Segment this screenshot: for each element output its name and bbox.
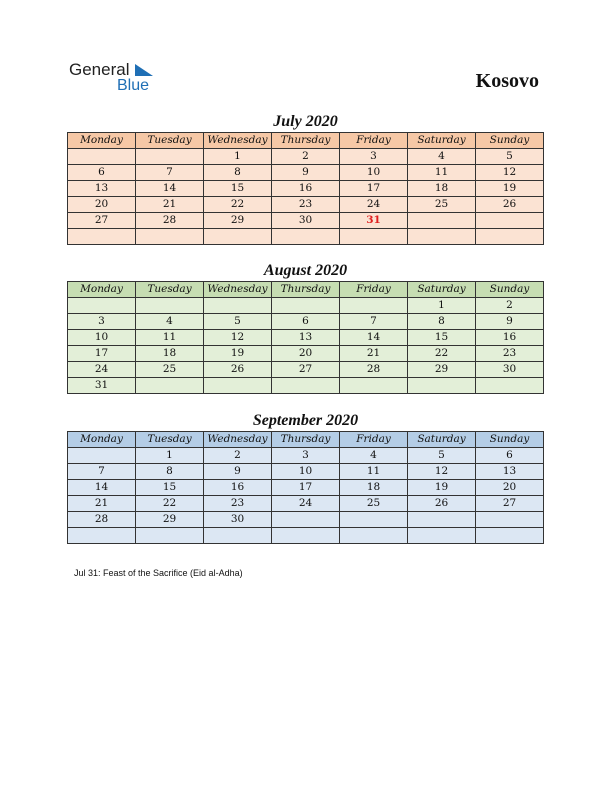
day-cell [68, 528, 136, 544]
day-cell: 2 [204, 448, 272, 464]
calendar-table [67, 132, 544, 245]
weekday-header: Thursday [272, 133, 340, 149]
weekday-header: Friday [340, 282, 408, 298]
day-cell: 1 [136, 448, 204, 464]
weekday-header-row [68, 432, 544, 448]
day-cell: 26 [204, 362, 272, 378]
day-cell: 29 [408, 362, 476, 378]
day-cell: 11 [136, 330, 204, 346]
day-cell [68, 149, 136, 165]
day-cell: 29 [204, 213, 272, 229]
weekday-header: Wednesday [204, 432, 272, 448]
week-row [68, 314, 544, 330]
weekday-header: Saturday [408, 282, 476, 298]
weekday-header: Friday [340, 133, 408, 149]
day-cell [204, 298, 272, 314]
weekday-header: Monday [68, 133, 136, 149]
day-cell: 22 [136, 496, 204, 512]
calendar-table [67, 431, 544, 544]
day-cell: 16 [272, 181, 340, 197]
day-cell: 4 [340, 448, 408, 464]
weekday-header: Wednesday [204, 282, 272, 298]
day-cell: 21 [136, 197, 204, 213]
day-cell [272, 528, 340, 544]
day-cell [136, 298, 204, 314]
day-cell: 18 [340, 480, 408, 496]
holiday-note: Jul 31: Feast of the Sacrifice (Eid al-Adha) [74, 568, 243, 578]
day-cell: 1 [408, 298, 476, 314]
day-cell: 10 [68, 330, 136, 346]
calendar-table [67, 281, 544, 394]
week-row [68, 197, 544, 213]
day-cell: 23 [204, 496, 272, 512]
day-cell: 25 [136, 362, 204, 378]
day-cell [340, 378, 408, 394]
day-cell: 26 [476, 197, 544, 213]
week-row [68, 448, 544, 464]
weekday-header: Sunday [476, 133, 544, 149]
day-cell [136, 229, 204, 245]
weekday-header: Saturday [408, 133, 476, 149]
week-row [68, 181, 544, 197]
day-cell: 12 [408, 464, 476, 480]
day-cell: 20 [476, 480, 544, 496]
day-cell: 7 [340, 314, 408, 330]
day-cell: 14 [136, 181, 204, 197]
day-cell: 27 [68, 213, 136, 229]
weekday-header: Tuesday [136, 432, 204, 448]
day-cell: 15 [136, 480, 204, 496]
day-cell [476, 512, 544, 528]
day-cell: 28 [68, 512, 136, 528]
day-cell [408, 378, 476, 394]
day-cell: 30 [476, 362, 544, 378]
day-cell: 5 [204, 314, 272, 330]
day-cell: 7 [68, 464, 136, 480]
week-row [68, 464, 544, 480]
day-cell: 22 [204, 197, 272, 213]
day-cell [476, 229, 544, 245]
day-cell: 19 [204, 346, 272, 362]
weekday-header-row [68, 133, 544, 149]
day-cell: 3 [340, 149, 408, 165]
day-cell [408, 229, 476, 245]
day-cell: 31 [68, 378, 136, 394]
day-cell: 20 [68, 197, 136, 213]
day-cell [408, 528, 476, 544]
day-cell: 30 [272, 213, 340, 229]
day-cell: 7 [136, 165, 204, 181]
week-row [68, 330, 544, 346]
day-cell: 8 [136, 464, 204, 480]
day-cell: 9 [272, 165, 340, 181]
day-cell: 3 [272, 448, 340, 464]
logo-general-text: General [69, 60, 130, 79]
country-name: Kosovo [475, 70, 539, 92]
weekday-header: Sunday [476, 282, 544, 298]
day-cell [476, 213, 544, 229]
day-cell: 13 [68, 181, 136, 197]
day-cell: 26 [408, 496, 476, 512]
day-cell: 29 [136, 512, 204, 528]
weekday-header: Monday [68, 282, 136, 298]
day-cell: 27 [476, 496, 544, 512]
weekday-header: Tuesday [136, 133, 204, 149]
day-cell: 23 [272, 197, 340, 213]
week-row [68, 298, 544, 314]
day-cell: 28 [340, 362, 408, 378]
day-cell: 21 [340, 346, 408, 362]
day-cell: 10 [272, 464, 340, 480]
week-row [68, 213, 544, 229]
day-cell: 6 [476, 448, 544, 464]
day-cell: 2 [476, 298, 544, 314]
day-cell: 25 [408, 197, 476, 213]
day-cell [476, 528, 544, 544]
weekday-header: Saturday [408, 432, 476, 448]
weekday-header: Friday [340, 432, 408, 448]
day-cell: 17 [272, 480, 340, 496]
day-cell: 6 [272, 314, 340, 330]
day-cell: 25 [340, 496, 408, 512]
day-cell: 19 [408, 480, 476, 496]
day-cell: 30 [204, 512, 272, 528]
day-cell [68, 298, 136, 314]
week-row [68, 229, 544, 245]
week-row [68, 165, 544, 181]
day-cell [272, 512, 340, 528]
day-cell: 22 [408, 346, 476, 362]
day-cell [136, 528, 204, 544]
day-cell [340, 528, 408, 544]
day-cell: 13 [272, 330, 340, 346]
day-cell: 24 [272, 496, 340, 512]
day-cell: 24 [68, 362, 136, 378]
weekday-header: Wednesday [204, 133, 272, 149]
day-cell: 8 [204, 165, 272, 181]
day-cell: 8 [408, 314, 476, 330]
day-cell [272, 298, 340, 314]
day-cell: 17 [340, 181, 408, 197]
day-cell: 24 [340, 197, 408, 213]
day-cell [68, 229, 136, 245]
week-row [68, 528, 544, 544]
weekday-header: Thursday [272, 282, 340, 298]
day-cell: 11 [408, 165, 476, 181]
week-row [68, 512, 544, 528]
day-cell: 4 [408, 149, 476, 165]
day-cell [136, 149, 204, 165]
day-cell: 12 [476, 165, 544, 181]
day-cell: 14 [68, 480, 136, 496]
day-cell [204, 378, 272, 394]
day-cell [408, 213, 476, 229]
weekday-header: Monday [68, 432, 136, 448]
month-july [67, 112, 544, 245]
day-cell: 2 [272, 149, 340, 165]
day-cell [340, 512, 408, 528]
day-cell: 16 [476, 330, 544, 346]
day-cell: 5 [408, 448, 476, 464]
month-title: July 2020 [273, 113, 338, 130]
day-cell: 21 [68, 496, 136, 512]
day-cell [68, 448, 136, 464]
day-cell: 1 [204, 149, 272, 165]
week-row [68, 346, 544, 362]
day-cell: 4 [136, 314, 204, 330]
week-row [68, 496, 544, 512]
day-cell: 9 [476, 314, 544, 330]
logo-blue-text: Blue [117, 77, 150, 94]
day-cell: 27 [272, 362, 340, 378]
month-august [67, 261, 544, 394]
week-row [68, 362, 544, 378]
day-cell: 28 [136, 213, 204, 229]
day-cell: 5 [476, 149, 544, 165]
day-cell: 20 [272, 346, 340, 362]
day-cell: 9 [204, 464, 272, 480]
month-title: September 2020 [252, 412, 359, 429]
week-row [68, 149, 544, 165]
day-cell: 10 [340, 165, 408, 181]
logo [69, 60, 169, 96]
day-cell: 14 [340, 330, 408, 346]
weekday-header-row [68, 282, 544, 298]
day-cell: 31 [340, 213, 408, 229]
day-cell [408, 512, 476, 528]
day-cell [272, 378, 340, 394]
day-cell [340, 298, 408, 314]
day-cell: 19 [476, 181, 544, 197]
day-cell: 3 [68, 314, 136, 330]
day-cell: 16 [204, 480, 272, 496]
week-row [68, 378, 544, 394]
day-cell: 17 [68, 346, 136, 362]
day-cell [476, 378, 544, 394]
weekday-header: Sunday [476, 432, 544, 448]
day-cell: 11 [340, 464, 408, 480]
weekday-header: Tuesday [136, 282, 204, 298]
logo-triangle-icon [133, 62, 155, 78]
day-cell: 12 [204, 330, 272, 346]
day-cell: 13 [476, 464, 544, 480]
day-cell: 18 [408, 181, 476, 197]
weekday-header: Thursday [272, 432, 340, 448]
day-cell: 15 [408, 330, 476, 346]
day-cell [204, 528, 272, 544]
day-cell [136, 378, 204, 394]
day-cell: 6 [68, 165, 136, 181]
day-cell: 23 [476, 346, 544, 362]
day-cell: 18 [136, 346, 204, 362]
week-row [68, 480, 544, 496]
month-title: August 2020 [263, 262, 348, 279]
month-september [67, 411, 544, 544]
day-cell: 15 [204, 181, 272, 197]
day-cell [204, 229, 272, 245]
day-cell [340, 229, 408, 245]
day-cell [272, 229, 340, 245]
